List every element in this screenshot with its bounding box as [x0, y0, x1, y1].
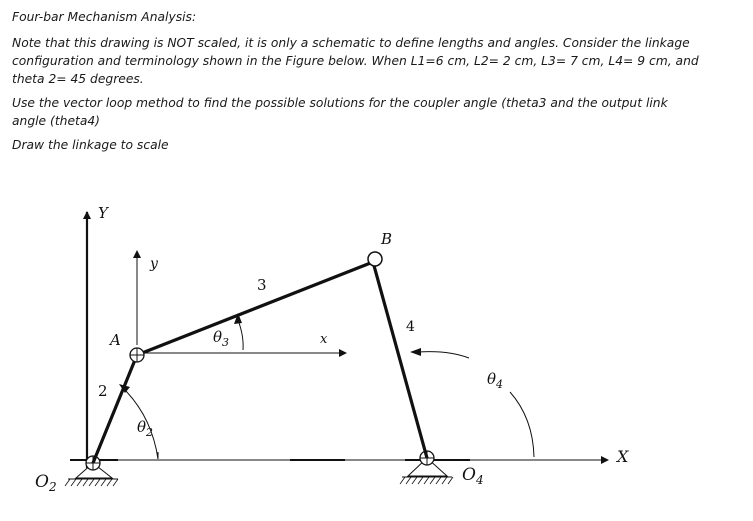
link-4-label: 4 — [406, 319, 415, 335]
o2-label: $O_2$ — [35, 472, 57, 494]
local-y-label: y — [150, 256, 158, 272]
theta3-angle-marker — [234, 313, 243, 350]
link-2-label: 2 — [98, 382, 108, 400]
problem-title: Four-bar Mechanism Analysis: — [12, 10, 197, 24]
joint-a-label: A — [110, 331, 121, 349]
theta4-label: $\theta_4$ — [487, 370, 504, 391]
o4-label: $O_4$ — [462, 465, 484, 487]
theta3-label: $\theta_3$ — [213, 328, 230, 349]
link-2-crank — [93, 355, 137, 463]
joint-b-label: B — [381, 230, 393, 248]
joint-a — [130, 348, 144, 362]
link-3-coupler — [137, 262, 373, 355]
link-4-rocker — [373, 262, 427, 458]
problem-task: Use the vector loop method to find the possible solutions for the coupler angle (theta3 and the output link angle (theta4) — [12, 96, 668, 128]
problem-note: Note that this drawing is NOT scaled, it is only a schematic to define lengths and angles. Consider the linkage configuration and terminology shown in the Figure below. When L1=6 cm, L2= 2 cm, L3= 7 cm, L4= 9 cm, and theta 2= 45 degrees. — [12, 36, 699, 86]
global-y-label: Y — [98, 204, 108, 222]
joint-b — [368, 252, 382, 266]
theta2-label: $\theta_2$ — [137, 418, 154, 439]
local-x-label: x — [320, 332, 328, 347]
link-3-label: 3 — [257, 276, 267, 294]
theta4-angle-marker — [410, 348, 534, 457]
problem-draw-instruction: Draw the linkage to scale — [12, 138, 169, 152]
global-x-label: X — [617, 447, 629, 466]
